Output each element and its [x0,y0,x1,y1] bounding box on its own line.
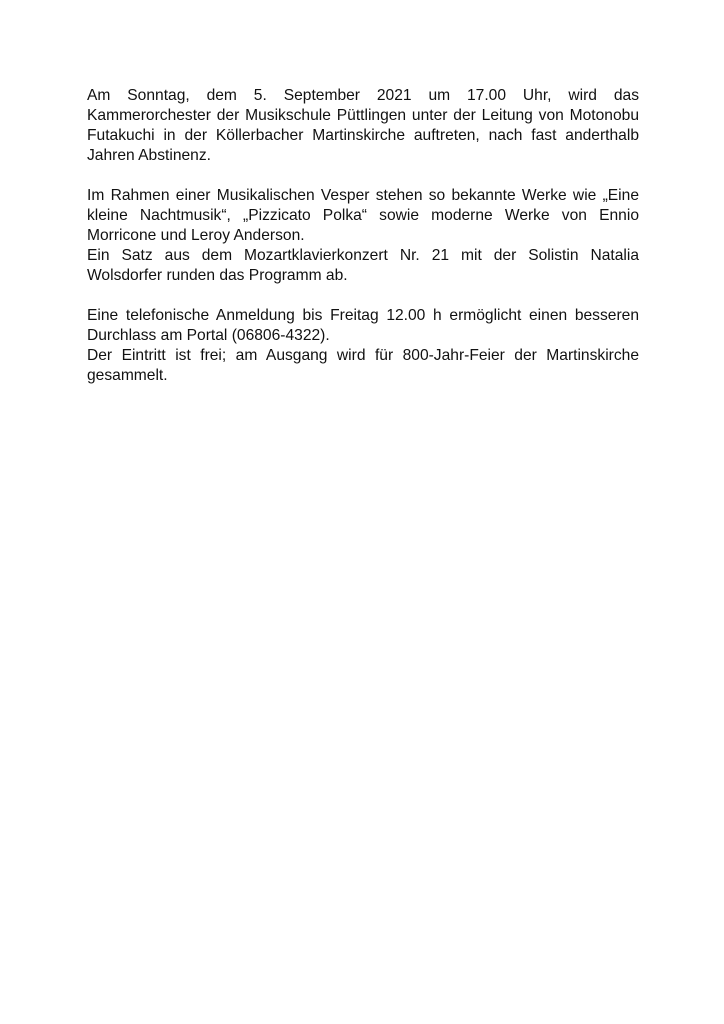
document-page [87,86,639,386]
paragraph-admission: Der Eintritt ist frei; am Ausgang wird für 800-Jahr-Feier der Martinskirche gesammelt. [87,347,639,384]
paragraph-registration: Eine telefonische Anmeldung bis Freitag 12.00 h ermöglicht einen besseren Durchlass am Portal (06806-4322). [87,307,639,344]
paragraph-spacer [87,166,639,186]
paragraph-concert-announcement: Am Sonntag, dem 5. September 2021 um 17.00 Uhr, wird das Kammerorchester der Musikschule Püttlingen unter der Leitung von Motonobu Futakuchi in der Köllerbacher Martinskirche auftreten, nach fast anderthalb Jahren Abstinenz. [87,87,639,164]
paragraph-program-works: Im Rahmen einer Musikalischen Vesper stehen so bekannte Werke wie „Eine kleine Nachtmusik“, „Pizzicato Polka“ sowie moderne Werke von Ennio Morricone und Leroy Anderson. [87,187,639,244]
paragraph-soloist: Ein Satz aus dem Mozartklavierkonzert Nr. 21 mit der Solistin Natalia Wolsdorfer runden das Programm ab. [87,247,639,284]
paragraph-spacer [87,286,639,306]
